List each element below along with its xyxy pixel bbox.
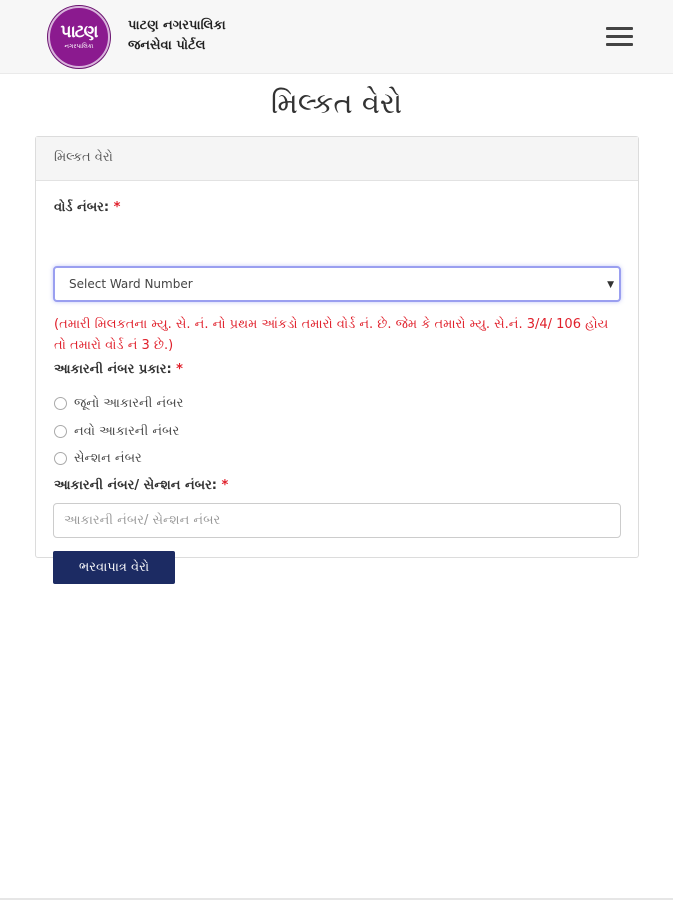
ward-label: વોર્ડ નંબર: * [54,200,121,215]
ward-select-value: Select Ward Number [69,277,193,291]
number-type-label: આકારની નંબર પ્રકાર: * [54,362,183,377]
required-mark: * [176,362,183,377]
brand-title[interactable] [128,16,226,56]
hamburger-menu-icon[interactable] [606,27,633,47]
page-title: મિલ્કત વેરો [270,86,403,120]
brand-line-2: જનસેવા પોર્ટલ [128,38,206,53]
property-tax-card [35,136,639,575]
municipality-logo[interactable] [48,6,110,68]
logo-main-text: પાટણ [60,22,98,42]
brand-line-1: પાટણ નગરપાલિકા [128,18,226,33]
radio-circle-icon[interactable] [54,425,67,438]
number-input[interactable]: આકારની નંબર/ સેન્શન નંબર [53,503,621,538]
card-header: મિલ્કત વેરો [36,137,638,181]
ward-hint: (તમારી મિલકતના મ્યુ. સે. નં. નો પ્રથમ આંકડો તમારો વોર્ડ નં. છે. જેમ કે તમારો મ્યુ. સે.નં. 3/4/ 106 હોય તો તમારો વોર્ડ નં 3 છે.) [54,317,609,353]
caret-down-icon: ▼ [607,280,614,290]
radio-label: જૂનો આકારની નંબર [74,396,184,411]
number-label: આકારની નંબર/ સેન્શન નંબર: * [54,478,229,493]
required-mark: * [221,478,229,493]
ward-select[interactable] [53,266,621,302]
logo-sub-text: નગરપાલિકા [64,43,94,50]
required-mark: * [113,200,121,215]
payable-tax-button[interactable]: ભરવાપાત્ર વેરો [53,551,175,584]
radio-circle-icon[interactable] [54,452,67,465]
radio-label: નવો આકારની નંબર [74,424,180,439]
radio-census-number[interactable] [54,451,142,466]
radio-old-number[interactable] [54,396,183,411]
radio-circle-icon[interactable] [54,397,67,410]
radio-label: સેન્શન નંબર [74,451,142,466]
navbar [0,0,673,74]
radio-new-number[interactable] [54,424,179,439]
